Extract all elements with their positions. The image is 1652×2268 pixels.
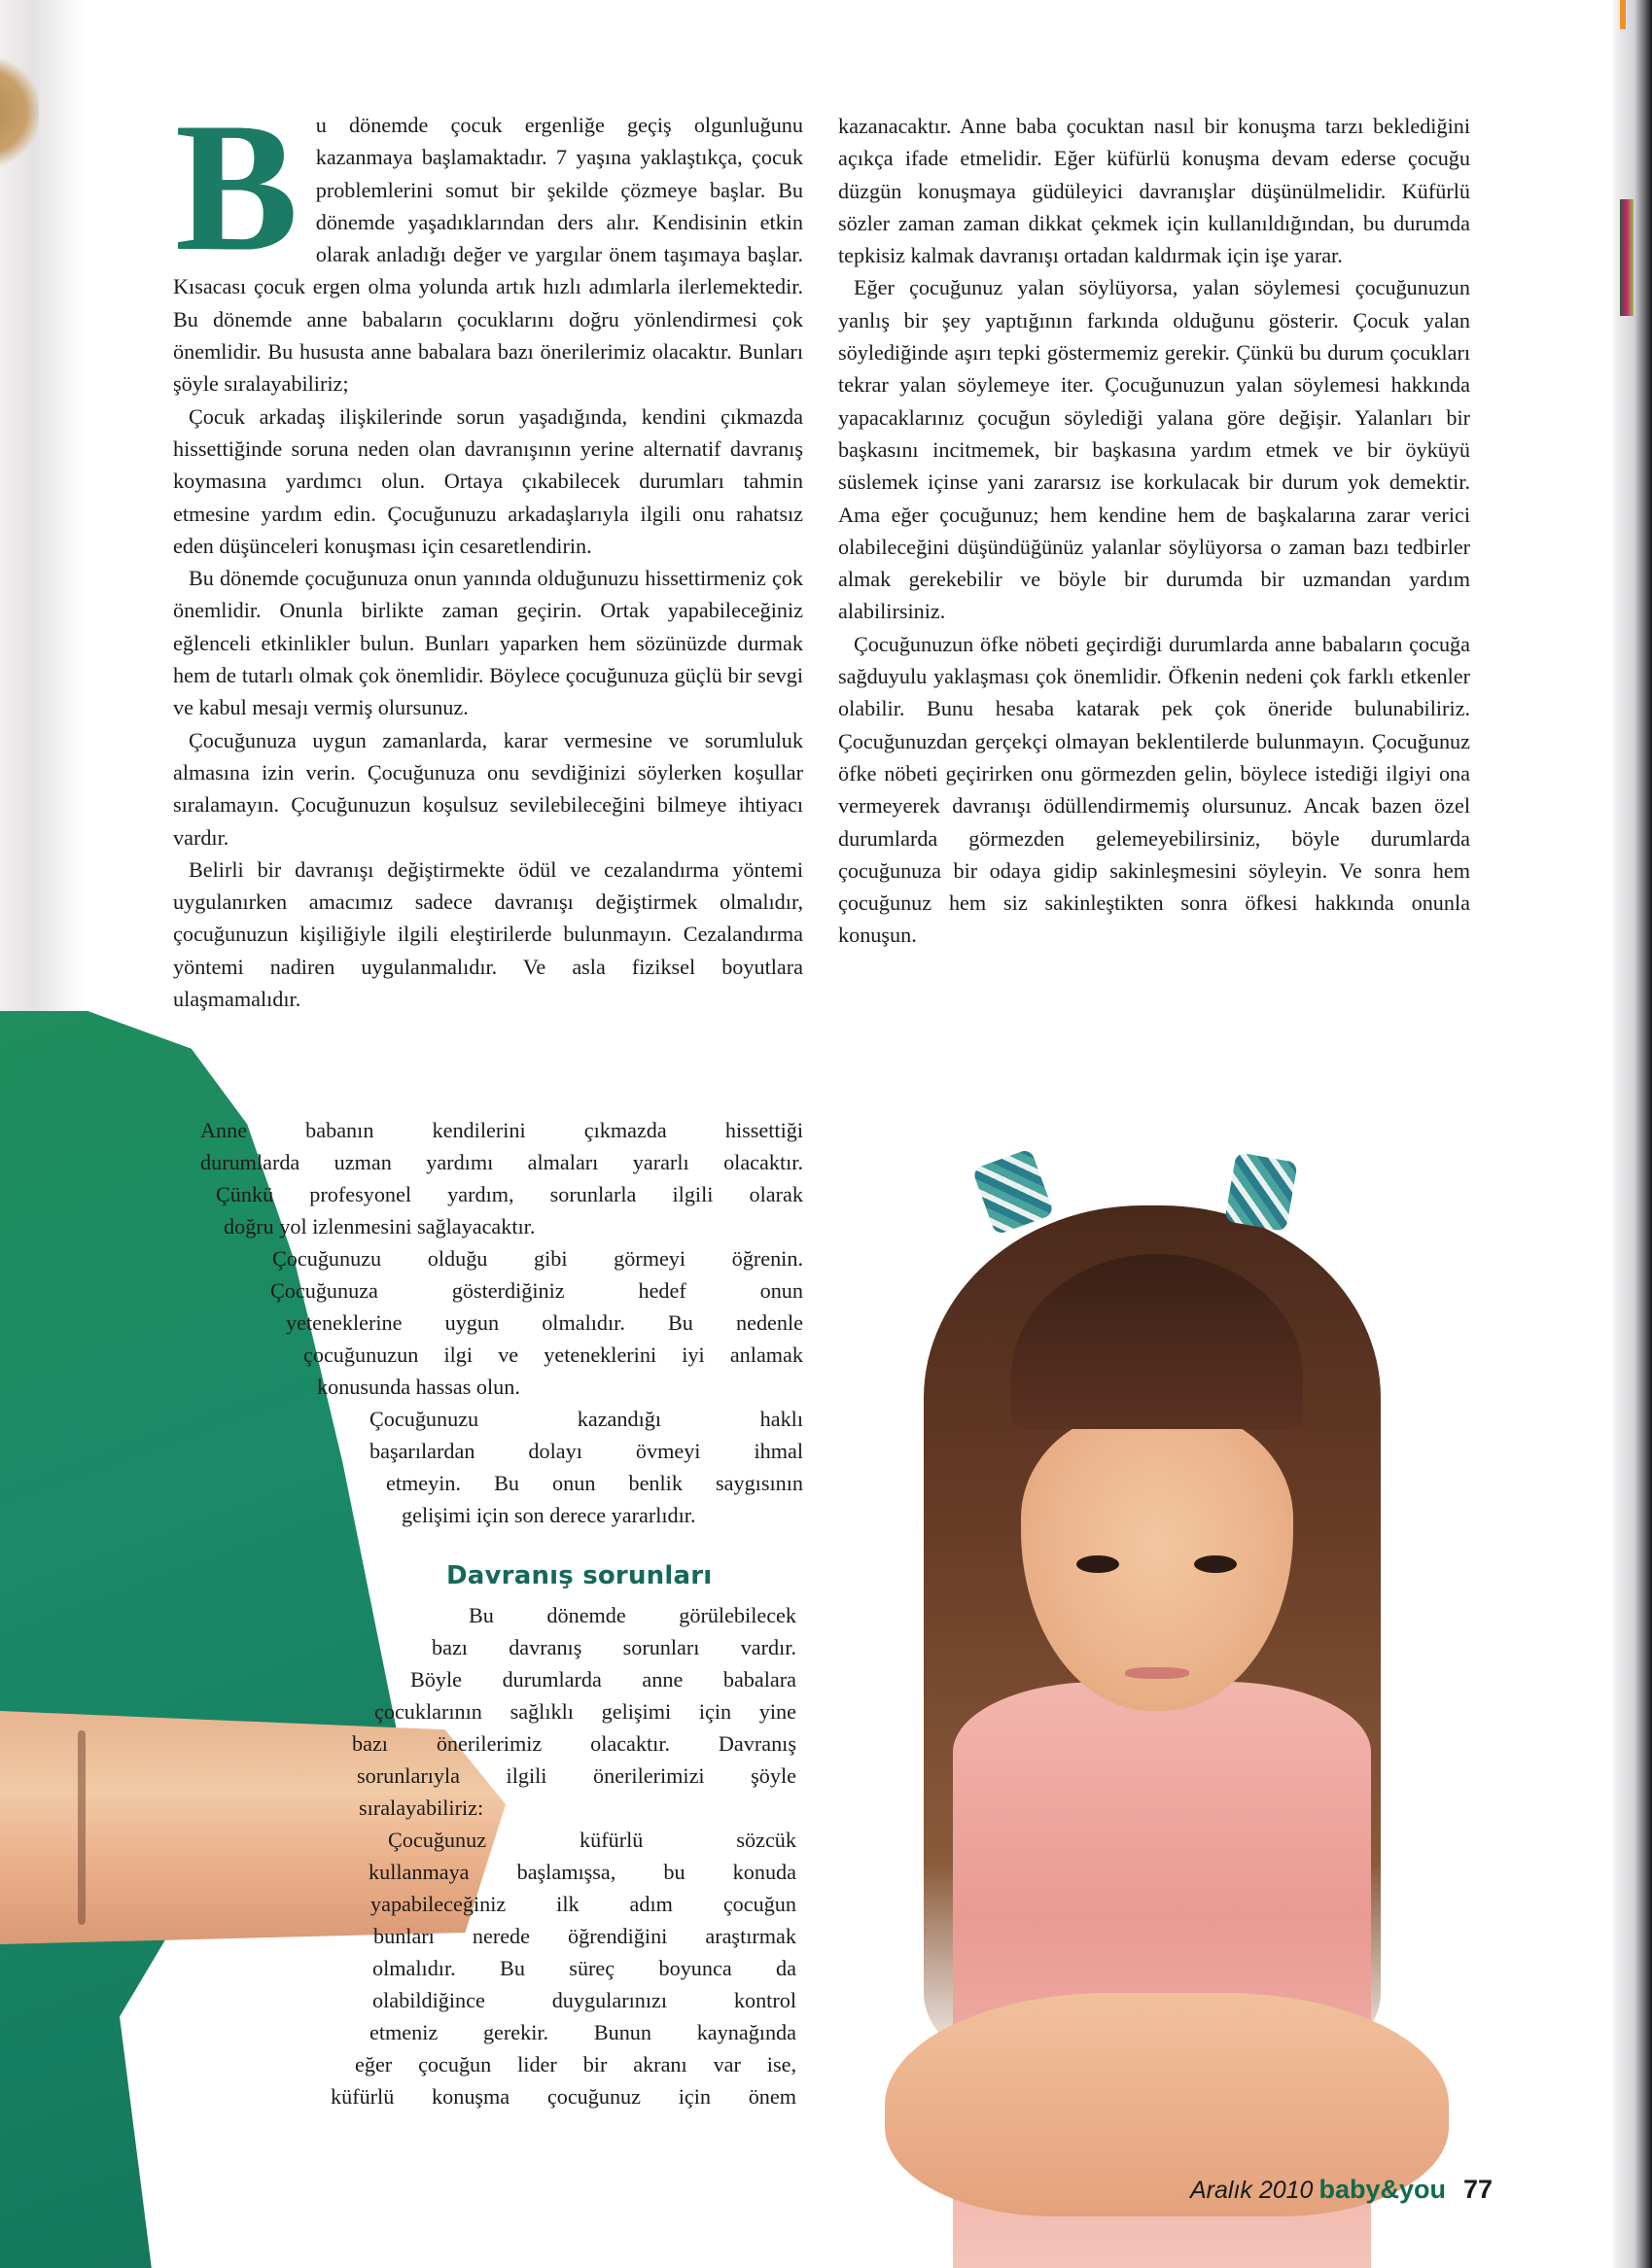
boy-arm-fold-shadow [78, 1730, 86, 1925]
magazine-brand: baby&you [1318, 2175, 1446, 2204]
paragraph: Belirli bir davranışı değiştirmekte ödül ve cezalandırma yöntemi uygulanırken amacımız sadece davranışı değiştirmek olmalıdır, çocuğunuzun kişiliğiyle ilgili eleştirilerde bulunmayın. Cezalandırma yöntemi nadiren uygulanmalıdır. Ve asla fiziksel boyutlara ulaşmamalıdır. [173, 856, 803, 1012]
registration-mark [1620, 0, 1626, 29]
text-line: eğer çocuğun lider bir akranı var ise, [355, 2052, 796, 2076]
text-line: Bu dönemde görülebilecek [469, 1603, 796, 1627]
text-line: doğru yol izlenmesini sağlayacaktır. [224, 1214, 536, 1239]
text-line: başarılardan dolayı övmeyi ihmal [369, 1439, 803, 1463]
text-line: Böyle durumlarda anne babalara [410, 1667, 796, 1692]
right-column [838, 110, 1470, 952]
text-line: gelişimi için son derece yararlıdır. [402, 1503, 696, 1527]
text-line: sorunlarıyla ilgili önerilerimizi şöyle [357, 1763, 796, 1788]
hair-bow-right [1224, 1152, 1298, 1232]
text-line: bazı önerilerimiz olacaktır. Davranış [352, 1731, 796, 1756]
issue-date: Aralık 2010 [1190, 2177, 1314, 2204]
girl-photo [846, 1137, 1478, 2268]
text-line: konusunda hassas olun. [317, 1375, 520, 1399]
text-line: Çünkü profesyonel yardım, sorunlarla ilgili olarak [216, 1182, 803, 1206]
text-line: küfürlü konuşma çocuğunuz için önem [331, 2084, 796, 2109]
text-line: kullanmaya başlamışsa, bu konuda [369, 1860, 796, 1884]
page-number: 77 [1463, 2175, 1494, 2204]
paragraph: kazanacaktır. Anne baba çocuktan nasıl bir konuşma tarzı beklediğini açıkça ifade etmelidir. Eğer küfürlü konuşma devam ederse çocuğu düzgün konuşmaya güdüleyici davranışlar düşünülmelidir. Küfürlü sözler zaman zaman dikkat çekmek için kullanıldığından, bu durumda tepkisiz kalmak davranışı ortadan kaldırmak için işe yarar. [838, 114, 1470, 268]
paragraph: Bu dönemde çocuğunuza onun yanında olduğunuzu hissettirmeniz çok önemlidir. Onunla birlikte zaman geçirin. Ortak yapabileceğiniz eğlenceli etkinlikler bulun. Bunları yaparken hem sözünüzde durmak hem de tutarlı olmak çok önemlidir. Böylece çocuğunuza güçlü bir sevgi ve kabul mesajı vermiş olursunuz. [173, 566, 803, 720]
paragraph: Eğer çocuğunuz yalan söylüyorsa, yalan söylemesi çocuğunuzun yanlış bir şey yaptığının farkında olduğunu gösterir. Çocuk yalan söylediğinde aşırı tepki göstermemiz gerekir. Çünkü bu durum çocukları tekrar yalan söylemeye iter. Çocuğunuzun yalan söylemesi hakkında yapacaklarınız çocuğun söylediği yalana göre değişir. Yalanları bir başkasını incitmemek, bir başkasına yardım etmek ve bir öyküyü süslemek içinse yani zararsız ise korkulacak bir durum yok demektir. Ama eğer çocuğunuz; hem kendine hem de başkalarına zarar verici olabileceğini düşündüğünüz yalanlar söylüyorsa o zaman bazı tedbirler almak gerekebilir ve böyle bir durumda bir uzmandan yardım alabilirsiniz. [838, 275, 1470, 624]
paragraph-intro: B u dönemde çocuk ergenliğe geçiş olgunluğunu kazanmaya başlamaktadır. 7 yaşına yaklaştıkça, çocuk problemlerini somut bir şekilde çözmeye başlar. Bu dönemde yaşadıklarından ders alır. Kendisinin etkin olarak anladığı değer ve yargılar önem taşımaya başlar. Kısacası çocuk ergen olma yolunda artık hızlı adımlarla ilerlemektedir. Bu dönemde anne babaların çocuklarını doğru yönlendirmesi çok önemlidir. Bu hususta anne babalara bazı önerilerimiz olacaktır. Bunları şöyle sıralayabiliriz; [173, 86, 803, 397]
text-line: etmeyin. Bu onun benlik saygısının [386, 1471, 803, 1495]
boy-hair-image [0, 58, 39, 165]
paragraph: Çocuğunuza uygun zamanlarda, karar vermesine ve sorumluluk almasına izin verin. Çocuğunuza onu sevdiğinizi söylerken koşullar sıralamayın. Çocuğunuzun koşulsuz sevilebileceğini bilmeye ihtiyacı vardır. [173, 727, 803, 850]
text-line: olabildiğince duygularınızı kontrol [372, 1988, 796, 2012]
text-line: Çocuğunuzu olduğu gibi görmeyi öğrenin. [272, 1246, 803, 1271]
section-heading: Davranış sorunları [446, 1561, 713, 1590]
text-line: çocuklarının sağlıklı gelişimi için yine [374, 1699, 796, 1724]
girl-left-eye [1076, 1555, 1119, 1573]
girl-mouth [1125, 1667, 1189, 1679]
hair-bow-left [972, 1148, 1055, 1236]
text-line: yapabileceğiniz ilk adım çocuğun [370, 1892, 796, 1916]
text-line: Çocuğunuz küfürlü sözcük [388, 1828, 796, 1852]
paragraph: Çocuğunuzun öfke nöbeti geçirdiği durumlarda anne babaların çocuğa sağduyulu yaklaşması çok önemlidir. Öfkenin nedeni çok farklı etkenler olabilir. Bunu hesaba katarak pek çok öneride bulunabiliriz. Çocuğunuzdan gerçekçi olmayan beklentilerde bulunmayın. Çocuğunuz öfke nöbeti geçirirken onu görmezden gelin, böylece istediği ilgiyi ona vermeyerek davranışı ödüllendirmemiş olursunuz. Ancak bazen özel durumlarda görmezden gelemeyebilirsiniz, böyle durumlarda çocuğunuza bir odaya gidip sakinleşmesini söyleyin. Ve sonra hem çocuğunuz hem siz sakinleştikten sonra öfkesi hakkında onunla konuşun. [838, 631, 1470, 948]
text-line: olmalıdır. Bu süreç boyunca da [372, 1956, 796, 1980]
left-column [173, 86, 803, 1015]
text-line: yeteneklerine uygun olmalıdır. Bu nedenle [286, 1310, 803, 1335]
text-line: etmeniz gerekir. Bunun kaynağında [369, 2020, 796, 2044]
text-line: durumlarda uzman yardımı almaları yararlı olacaktır. [200, 1150, 803, 1174]
girl-right-eye [1194, 1555, 1237, 1573]
text-line: Çocuğunuza gösterdiğiniz hedef onun [270, 1278, 803, 1303]
registration-color-bar [1620, 199, 1634, 316]
paragraph: Çocuk arkadaş ilişkilerinde sorun yaşadığında, kendini çıkmazda hissettiğinde soruna neden olan davranışının yerine alternatif davranış koymasına yardımcı olun. Ortaya çıkabilecek durumları tahmin etmesine yardım edin. Çocuğunuzu arkadaşlarıyla ilgili onu rahatsız eden düşünceleri konuşması için cesaretlendirin. [173, 403, 803, 558]
page-footer [1190, 2175, 1493, 2205]
text-line: çocuğunuzun ilgi ve yeteneklerini iyi anlamak [303, 1343, 803, 1367]
text-line: bazı davranış sorunları vardır. [432, 1635, 796, 1659]
dropcap: B [175, 86, 299, 290]
text-line: Çocuğunuzu kazandığı haklı [369, 1407, 803, 1431]
page-spine-edge [1613, 0, 1652, 2268]
text-line: sıralayabiliriz: [359, 1796, 484, 1820]
text-line: Anne babanın kendilerini çıkmazda hissettiği [200, 1118, 803, 1142]
text-line: bunları nerede öğrendiğini araştırmak [373, 1924, 796, 1948]
